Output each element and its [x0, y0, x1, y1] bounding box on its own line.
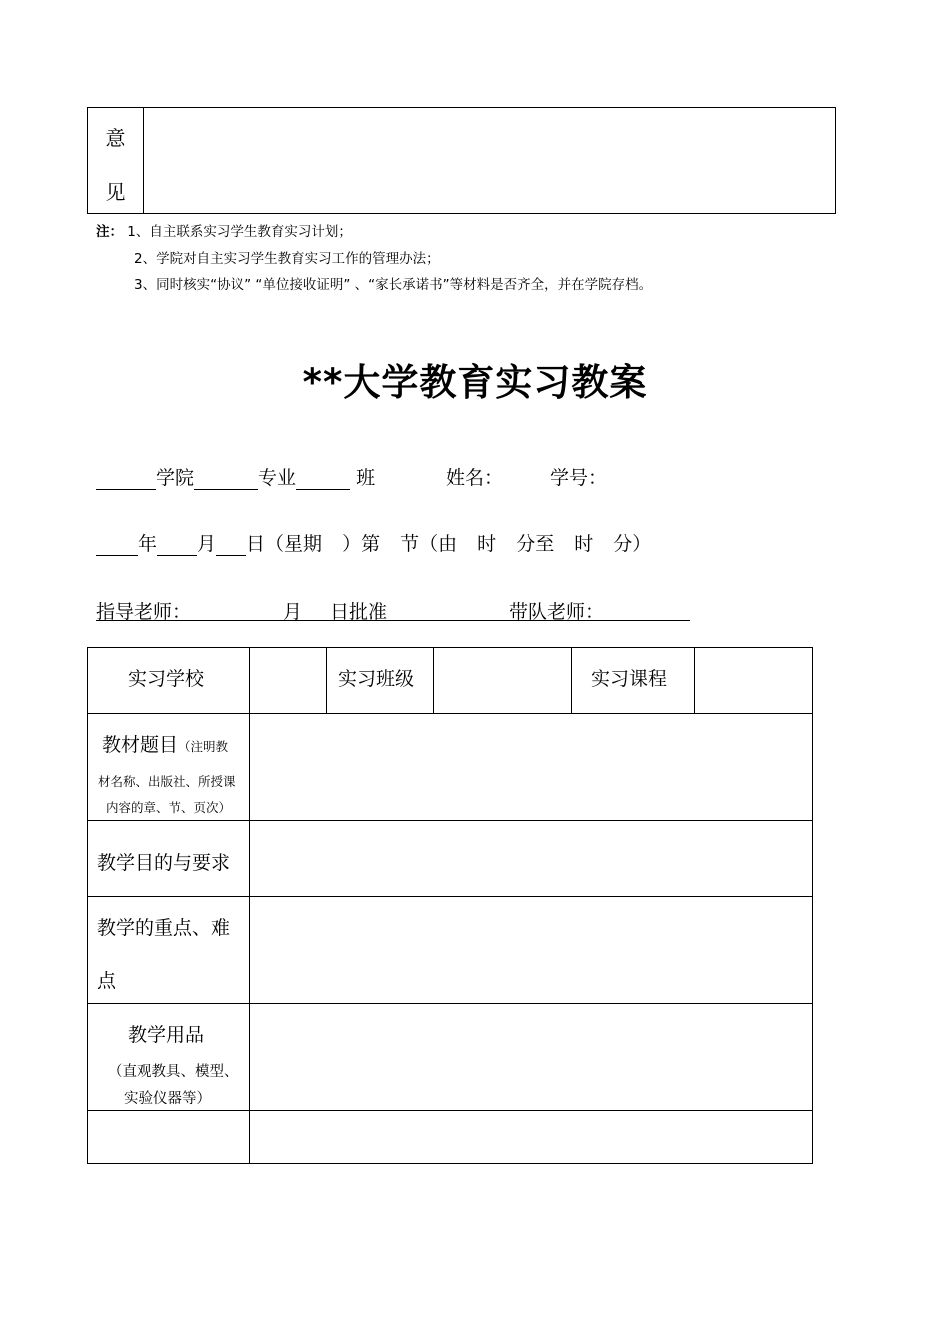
note-line-1: [96, 220, 352, 240]
row-divider: [88, 820, 812, 821]
student-id-label: 学号：: [550, 467, 608, 489]
textbook-note-3: 内容的章、节、页次）: [106, 800, 232, 815]
note-label: 注：: [96, 224, 123, 240]
col-divider: [249, 648, 250, 1163]
school-label: 实习学校: [128, 668, 205, 690]
col-divider: [571, 648, 572, 713]
day-blank[interactable]: [216, 533, 246, 556]
advisor-label: 指导老师：: [96, 601, 192, 623]
supplies-note-1: （直观教具、模型、: [108, 1064, 239, 1080]
row-divider: [88, 896, 812, 897]
leader-label: 带队老师：: [509, 601, 605, 623]
row-divider: [88, 1003, 812, 1004]
note-item-1: 1、自主联系实习学生教育实习计划；: [127, 224, 352, 240]
college-label: 学院: [156, 467, 195, 489]
class-label-cell: 实习班级: [338, 668, 415, 690]
col-divider: [694, 648, 695, 713]
college-blank[interactable]: [96, 467, 156, 490]
major-blank[interactable]: [194, 467, 258, 490]
approve-day-label: 日批准: [330, 601, 388, 623]
page-title: **大学教育实习教案: [302, 361, 648, 404]
row-divider: [88, 1110, 812, 1111]
major-label: 专业: [258, 467, 297, 489]
info-line-advisor: [96, 597, 690, 621]
opinion-box: [87, 107, 836, 214]
supplies-note-2: 实验仪器等）: [124, 1091, 211, 1107]
col-divider: [433, 648, 434, 713]
row-divider: [88, 713, 812, 714]
month-blank[interactable]: [157, 533, 197, 556]
key-points-label-1: 教学的重点、难: [97, 917, 231, 939]
textbook-title: 教材题目: [102, 734, 179, 756]
note-item-2: 2、学院对自主实习学生教育实习工作的管理办法；: [134, 251, 440, 267]
info-line-college: [96, 463, 375, 490]
opinion-char-2: 见: [105, 180, 126, 204]
supplies-label: 教学用品: [128, 1024, 205, 1046]
year-blank[interactable]: [96, 533, 138, 556]
year-label: 年: [138, 533, 158, 555]
textbook-note-2: 材名称、出版社、所授课: [98, 774, 236, 789]
key-points-label-2: 点: [97, 970, 117, 992]
month-label: 月: [197, 533, 217, 555]
date-rest: 日（星期 ）第 节（由 时 分至 时 分）: [246, 533, 652, 555]
course-label: 实习课程: [591, 668, 668, 690]
objectives-label: 教学目的与要求: [97, 852, 231, 874]
class-blank[interactable]: [296, 467, 350, 490]
approve-month-label: 月: [283, 601, 303, 623]
info-line-date: [96, 529, 651, 556]
textbook-label: [102, 730, 228, 757]
note-item-3: 3、同时核实“协议” “单位接收证明” 、“家长承诺书”等材料是否齐全，并在学院存档。: [134, 277, 653, 293]
class-label: 班: [350, 467, 376, 489]
opinion-char-1: 意: [105, 126, 126, 150]
name-label: 姓名：: [446, 467, 504, 489]
col-divider: [326, 648, 327, 713]
textbook-note-1: （注明教: [178, 739, 229, 754]
